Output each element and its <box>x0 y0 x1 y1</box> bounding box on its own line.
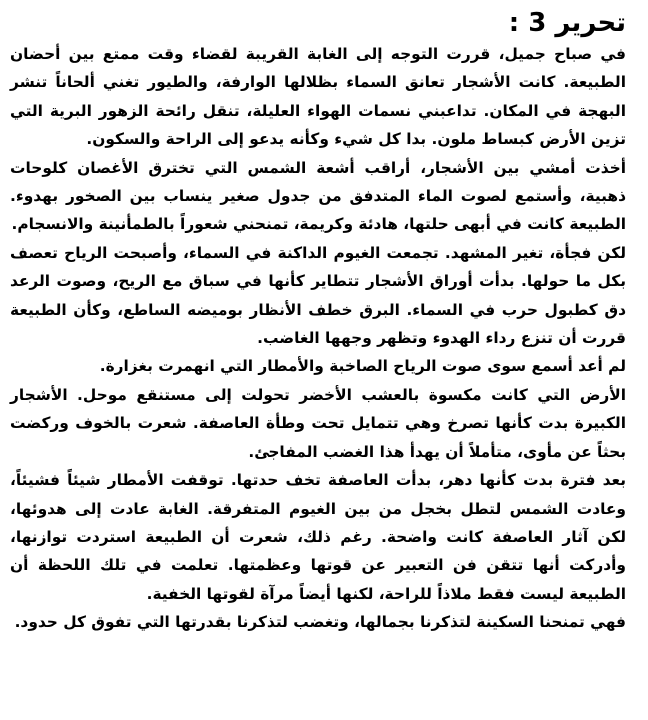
paragraph: أخذت أمشي بين الأشجار، أراقب أشعة الشمس التي تخترق الأغصان كلوحات ذهبية، وأستمع لصوت الماء المتدفق من جدول صغير ينساب بين الصخور بهدوء. الطبيعة كانت في أبهى حلتها، هادئة وكريمة، تمنحني شعوراً بالطمأنينة والانسجام. <box>10 158 626 234</box>
paragraph: لكن فجأة، تغير المشهد. تجمعت الغيوم الداكنة في السماء، وأصبحت الرياح تعصف بكل ما حولها. بدأت أوراق الأشجار تتطاير كأنها في سباق مع الريح، وصوت الرعد دق كطبول حرب في السماء. البرق خطف الأنظار بوميضه الساطع، وكأن الطبيعة قررت أن تنزع رداء الهدوء وتظهر وجهها الغاضب. <box>10 243 626 348</box>
document-body <box>10 40 626 637</box>
paragraph: في صباح جميل، قررت التوجه إلى الغابة القريبة لقضاء وقت ممتع بين أحضان الطبيعة. كانت الأشجار تعانق السماء بظلالها الوارفة، والطيور تغني ألحاناً تنشر البهجة في المكان. تداعبني نسمات الهواء العليلة، تنقل رائحة الزهور البرية التي تزين الأرض كبساط ملون. بدا كل شيء وكأنه يدعو إلى الراحة والسكون. <box>10 45 626 149</box>
paragraph: فهي تمنحنا السكينة لتذكرنا بجمالها، وتغضب لتذكرنا بقدرتها التي تفوق كل حدود. <box>14 613 626 632</box>
paragraph: الأرض التي كانت مكسوة بالعشب الأخضر تحولت إلى مستنقع موحل. الأشجار الكبيرة بدت كأنها تصرخ وهي تتمايل تحت وطأة العاصفة. شعرت بالخوف وركضت بحثاً عن مأوى، متأملاً أن يهدأ هذا الغضب المفاجئ. <box>10 385 626 461</box>
paragraph: لم أعد أسمع سوى صوت الرياح الصاخبة والأمطار التي انهمرت بغزارة. <box>99 357 626 376</box>
document-title: تحرير 3 : <box>508 8 626 38</box>
paragraph: بعد فترة بدت كأنها دهر، بدأت العاصفة تخف حدتها. توقفت الأمطار شيئاً فشيئاً، وعادت الشمس لتطل بخجل من بين الغيوم المتفرقة. الغابة عادت إلى هدوئها، لكن آثار العاصفة كانت واضحة. رغم ذلك، شعرت أن الطبيعة استردت توازنها، وأدركت أنها تتقن فن التعبير عن قوتها وعظمتها. تعلمت في تلك اللحظة أن الطبيعة ليست فقط ملاذاً للراحة، لكنها أيضاً مرآة لقوتها الخفية. <box>10 471 626 603</box>
